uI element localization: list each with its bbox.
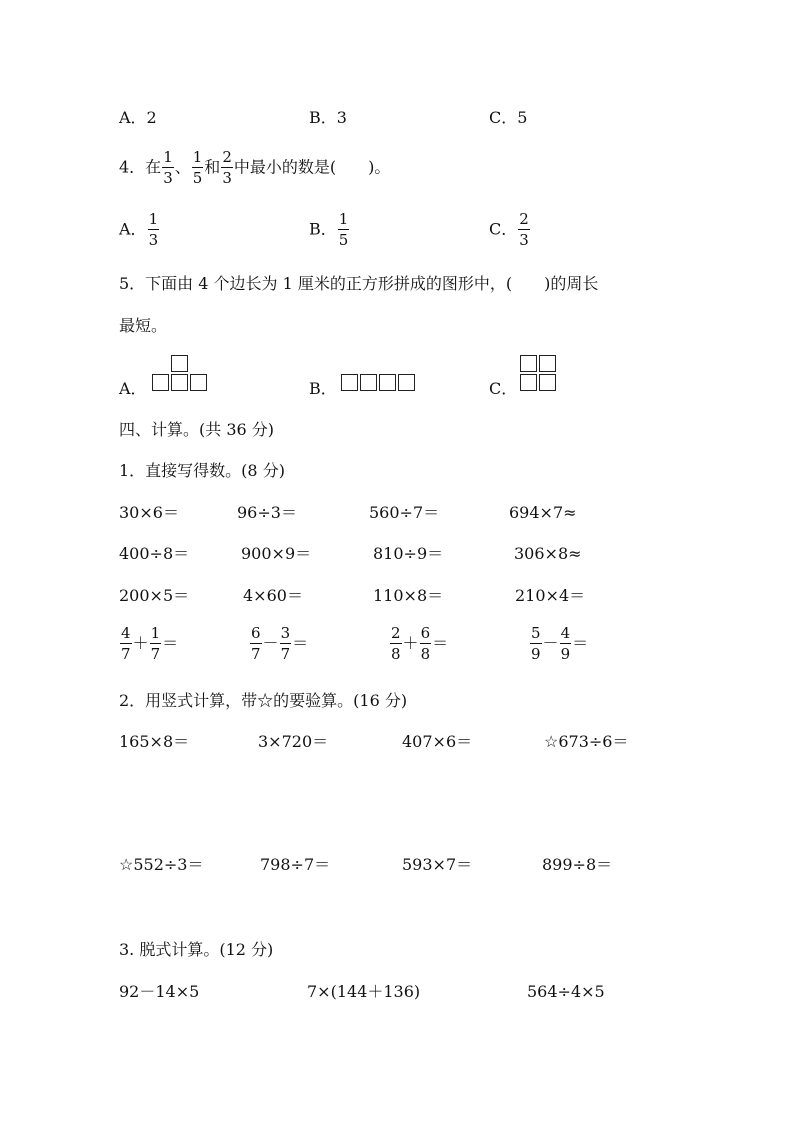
sub1-r1-c2: 96÷3＝ — [237, 503, 297, 522]
q5-option-b-label[interactable]: B． — [309, 379, 337, 398]
sub1-r3-c4: 210×4＝ — [515, 586, 586, 605]
section4-title: 四、计算。(共 36 分) — [119, 420, 275, 439]
sub1-r4-c3: $\frac{2}{8}$ ＋ $\frac{6}{8}$ ＝ — [391, 624, 449, 663]
sub2-r2-c4: 899÷8＝ — [542, 855, 613, 874]
sub3-r1-c2: 7×(144＋136) — [307, 982, 421, 1001]
q5-option-c-label[interactable]: C． — [489, 379, 518, 398]
q4-conjunction: 和 — [204, 157, 221, 177]
sub3-title: 3. 脱式计算。(12 分) — [119, 940, 274, 959]
q5-question-line1: 5．下面由 4 个边长为 1 厘米的正方形拼成的图形中，( )的周长 — [119, 274, 599, 293]
q4-option-b-fraction: $\frac{1}{5}$ — [338, 210, 349, 249]
q3-option-b[interactable]: B．3 — [309, 108, 347, 127]
sub1-r3-c3: 110×8＝ — [373, 586, 444, 605]
q4-option-c-label: C． — [489, 219, 518, 239]
sub1-r4-c1: $\frac{4}{7}$ ＋ $\frac{1}{7}$ ＝ — [121, 624, 179, 663]
q4-option-a-fraction: $\frac{1}{3}$ — [148, 210, 159, 249]
q4-option-b-label: B． — [309, 219, 337, 239]
q4-suffix: 中最小的数是( )。 — [233, 157, 391, 177]
q3-option-a[interactable]: A．2 — [119, 108, 157, 127]
q4-option-c-fraction: $\frac{2}{3}$ — [519, 210, 529, 249]
q4-option-c[interactable] — [489, 212, 531, 248]
sub2-r1-c2: 3×720＝ — [258, 732, 329, 751]
q5-option-a-label[interactable]: A． — [119, 379, 147, 398]
q4-prefix: 4．在 — [119, 157, 162, 177]
q4-option-a[interactable] — [119, 212, 160, 248]
sub1-r4-c2: $\frac{6}{7}$ － $\frac{3}{7}$ ＝ — [251, 624, 309, 663]
sub2-r1-c3: 407×6＝ — [402, 732, 473, 751]
sub1-r2-c3: 810÷9＝ — [373, 544, 444, 563]
sub1-r3-c1: 200×5＝ — [119, 586, 190, 605]
sub1-r2-c1: 400÷8＝ — [119, 544, 190, 563]
sub2-title: 2．用竖式计算，带☆的要验算。(16 分) — [119, 691, 408, 710]
sub1-title: 1．直接写得数。(8 分) — [119, 461, 285, 480]
q4-question — [119, 150, 390, 186]
q4-separator: 、 — [174, 157, 191, 177]
sub2-r2-c3: 593×7＝ — [402, 855, 473, 874]
q4-fraction-1: $\frac{1}{3}$ — [163, 148, 173, 187]
sub2-r1-c4: ☆673÷6＝ — [544, 732, 629, 751]
q4-option-a-label: A． — [119, 219, 147, 239]
sub1-r2-c4: 306×8≈ — [514, 544, 582, 563]
q4-fraction-3: $\frac{2}{3}$ — [222, 148, 232, 187]
sub1-r2-c2: 900×9＝ — [241, 544, 312, 563]
sub2-r1-c1: 165×8＝ — [119, 732, 190, 751]
sub3-r1-c3: 564÷4×5 — [527, 982, 605, 1001]
q4-fraction-2: $\frac{1}{5}$ — [192, 148, 203, 187]
q3-option-c[interactable]: C．5 — [489, 108, 528, 127]
sub1-r1-c3: 560÷7＝ — [369, 503, 440, 522]
sub1-r1-c4: 694×7≈ — [509, 503, 577, 522]
q5-question-line2: 最短。 — [119, 316, 168, 335]
sub1-r1-c1: 30×6＝ — [119, 503, 179, 522]
sub2-r2-c1: ☆552÷3＝ — [119, 855, 204, 874]
sub1-r4-c4: $\frac{5}{9}$ － $\frac{4}{9}$ ＝ — [531, 624, 589, 663]
sub1-r3-c2: 4×60＝ — [243, 586, 303, 605]
sub3-r1-c1: 92－14×5 — [119, 982, 200, 1001]
sub2-r2-c2: 798÷7＝ — [260, 855, 331, 874]
q4-option-b[interactable] — [309, 212, 350, 248]
